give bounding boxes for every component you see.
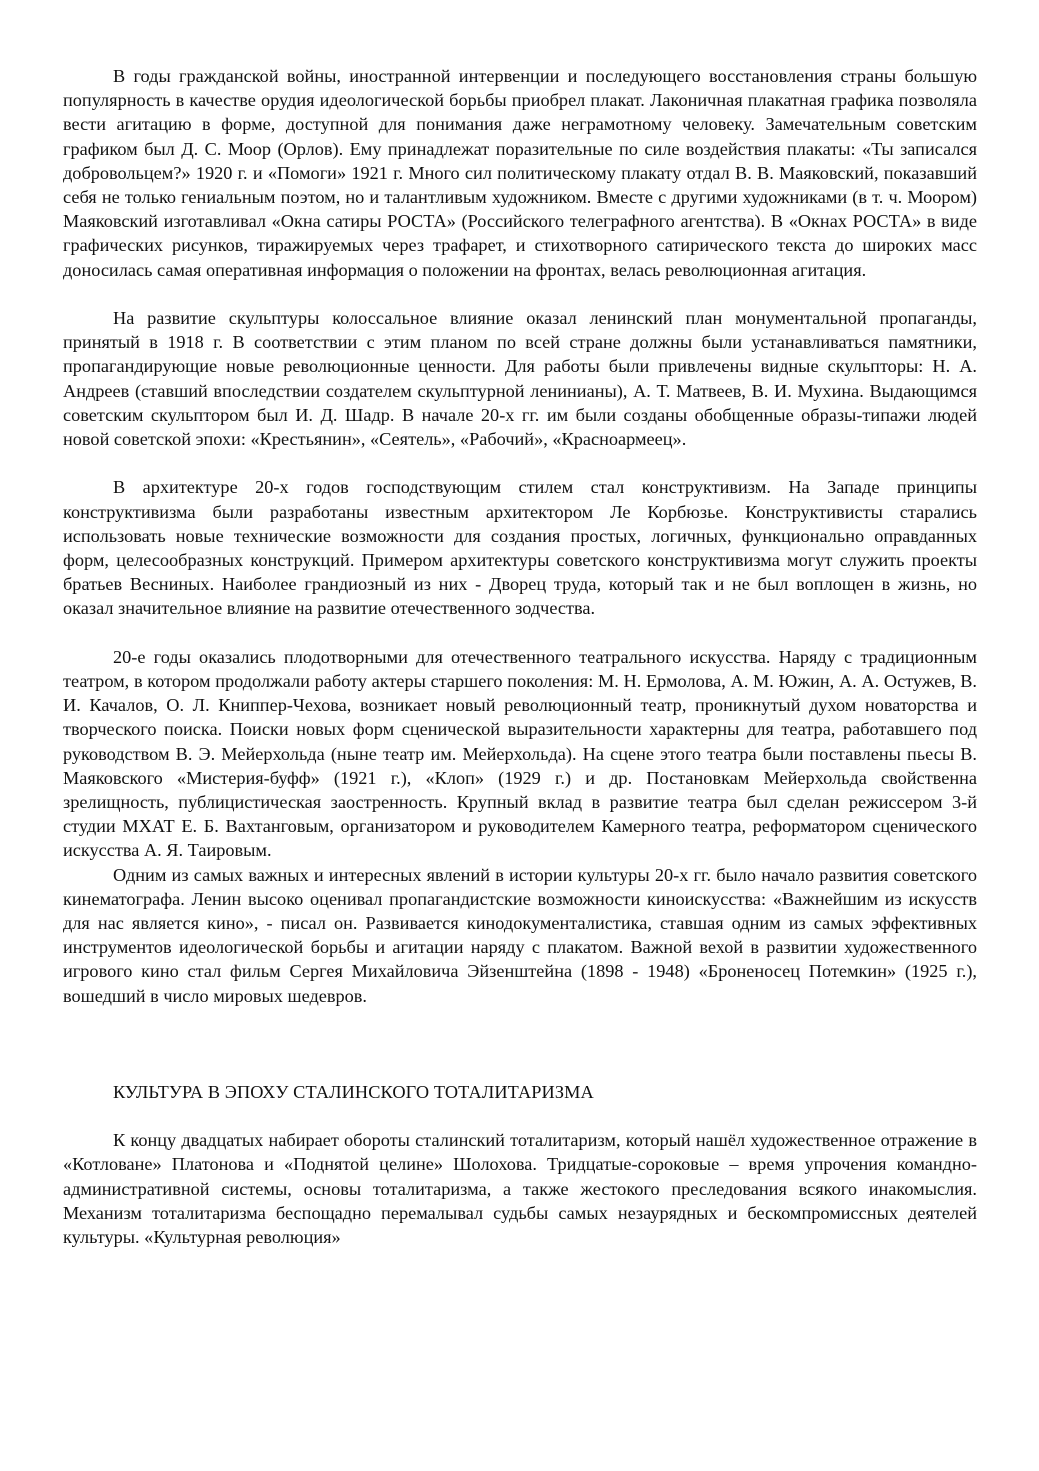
- paragraph-spacer: [63, 451, 977, 475]
- paragraph-theatre: 20-е годы оказались плодотворными для отечественного театрального искусства. Наряду с традиционным театром, в котором продолжали работу актеры старшего поколения: М. Н. Ермолова, А. М. Южин, А. А. Остужев, В. И. Качалов, О. Л. Книппер-Чехова, возникает новый революционный театр, проникнутый духом новаторства и творческого поиска. Поиски новых форм сценической выразительности характерны для театра, работавшего под руководством В. Э. Мейерхольда (ныне театр им. Мейерхольда). На сцене этого театра были поставлены пьесы В. Маяковского «Мистерия-буфф» (1921 г.), «Клоп» (1929 г.) и др. Постановкам Мейерхольда свойственна зрелищность, публицистическая заостренность. Крупный вклад в развитие театра был сделан режиссером 3-й студии МХАТ Е. Б. Вахтанговым, организатором и руководителем Камерного театра, реформатором сценического искусства А. Я. Таировым.: [63, 646, 977, 861]
- paragraph-totalitarianism: К концу двадцатых набирает обороты сталинский тоталитаризм, который нашёл художественное отражение в «Котловане» Платонова и «Поднятой целине» Шолохова. Тридцатые-сороковые – время упрочения командно-административной системы, основы тоталитаризма, а также жестокого преследования всякого инакомыслия. Механизм тоталитаризма беспощадно перемалывал судьбы самых незаурядных и бескомпромиссных деятелей культуры. «Культурная революция»: [63, 1130, 977, 1248]
- section-heading: КУЛЬТУРА В ЭПОХУ СТАЛИНСКОГО ТОТАЛИТАРИЗМА: [113, 1081, 594, 1102]
- paragraph-cinema: Одним из самых важных и интересных явлений в истории культуры 20-х гг. было начало развития советского кинематографа. Ленин высоко оценивал пропагандистские возможности киноискусства: «Важнейшим из искусств для нас является кино», - писал он. Развивается кинодокументалистика, ставшая одним из самых эффективных инструментов идеологической борьбы и агитации наряду с плакатом. Важной вехой в развитии художественного игрового кино стал фильм Сергея Михайловича Эйзенштейна (1898 - 1948) «Броненосец Потемкин» (1925 г.), вошедший в число мировых шедевров.: [63, 864, 977, 1006]
- paragraph-spacer: [63, 621, 977, 645]
- section-spacer: [63, 1008, 977, 1080]
- paragraph-spacer: [63, 282, 977, 306]
- paragraph-architecture: В архитектуре 20-х годов господствующим стилем стал конструктивизм. На Западе принципы конструктивизма были разработаны известным архитектором Ле Корбюзье. Конструктивисты старались использовать новые технические возможности для создания простых, логичных, функционально оправданных форм, целесообразных конструкций. Примером архитектуры советского конструктивизма могут служить проекты братьев Весниных. Наиболее грандиозный из них - Дворец труда, который так и не был воплощен в жизнь, но оказал значительное влияние на развитие отечественного зодчества.: [63, 477, 977, 619]
- document-page: [63, 64, 977, 1249]
- paragraph-poster-art: В годы гражданской войны, иностранной интервенции и последующего восстановления страны большую популярность в качестве орудия идеологической борьбы приобрел плакат. Лаконичная плакатная графика позволяла вести агитацию в форме, доступной для понимания даже неграмотному человеку. Замечательным советским графиком был Д. С. Моор (Орлов). Ему принадлежат поразительные по силе воздействия плакаты: «Ты записался добровольцем?» 1920 г. и «Помоги» 1921 г. Много сил политическому плакату отдал В. В. Маяковский, показавший себя не только гениальным поэтом, но и талантливым художником. Вместе с другими художниками (в т. ч. Моором) Маяковский изготавливал «Окна сатиры РОСТА» (Российского телеграфного агентства). В «Окнах РОСТА» в виде графических рисунков, тиражируемых через трафарет, и стихотворного сатирического текста до широких масс доносилась самая оперативная информация о положении на фронтах, велась революционная агитация.: [63, 66, 977, 280]
- paragraph-sculpture: На развитие скульптуры колоссальное влияние оказал ленинский план монументальной пропаганды, принятый в 1918 г. В соответствии с этим планом по всей стране должны были устанавливаться памятники, пропагандирующие новые революционные ценности. Для работы были привлечены видные скульпторы: Н. А. Андреев (ставший впоследствии создателем скульптурной ленинианы), А. Т. Матвеев, В. И. Мухина. Выдающимся советским скульптором был И. Д. Шадр. В начале 20-х гг. им были созданы обобщенные образы-типажи людей новой советской эпохи: «Крестьянин», «Сеятель», «Рабочий», «Красноармеец».: [63, 308, 977, 450]
- paragraph-spacer: [63, 1104, 977, 1128]
